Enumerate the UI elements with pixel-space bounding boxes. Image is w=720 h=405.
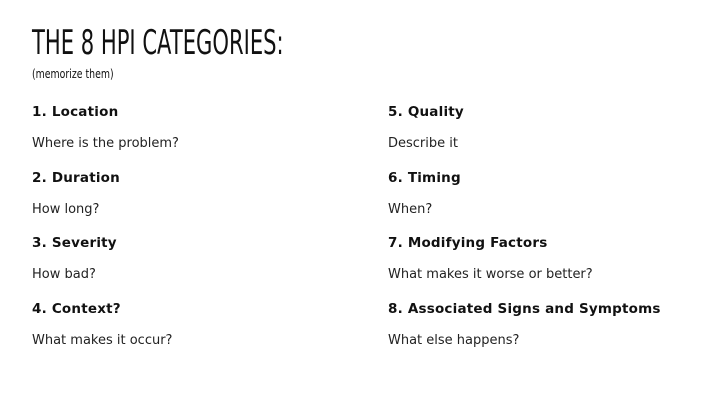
category-heading: 7. Modifying Factors — [388, 235, 548, 251]
category-heading: 6. Timing — [388, 169, 461, 186]
category-item-modifying-factors — [388, 233, 708, 299]
category-description: What makes it worse or better? — [388, 267, 593, 282]
category-item-duration — [32, 168, 352, 234]
category-heading: 4. Context? — [32, 300, 121, 317]
category-item-timing — [388, 168, 708, 234]
category-heading: 5. Quality — [388, 104, 464, 120]
category-item-severity — [32, 233, 352, 299]
category-description: What makes it occur? — [32, 332, 173, 348]
category-heading: 2. Duration — [32, 169, 120, 186]
category-description: How bad? — [32, 267, 96, 282]
category-description: Describe it — [388, 136, 458, 151]
category-description: What else happens? — [388, 332, 520, 348]
slide-subtitle: (memorize them) — [32, 67, 114, 81]
category-description: When? — [388, 201, 433, 217]
category-item-quality — [388, 102, 708, 168]
category-heading: 3. Severity — [32, 235, 117, 251]
category-heading: 8. Associated Signs and Symptoms — [388, 300, 661, 317]
category-column-left — [32, 102, 352, 364]
category-description: Where is the problem? — [32, 136, 179, 151]
category-item-context — [32, 299, 352, 365]
category-heading: 1. Location — [32, 104, 119, 120]
category-column-right — [388, 102, 708, 364]
slide-title: THE 8 HPI CATEGORIES: — [32, 23, 284, 63]
category-item-location — [32, 102, 352, 168]
category-item-associated-signs — [388, 299, 708, 365]
category-description: How long? — [32, 201, 100, 217]
